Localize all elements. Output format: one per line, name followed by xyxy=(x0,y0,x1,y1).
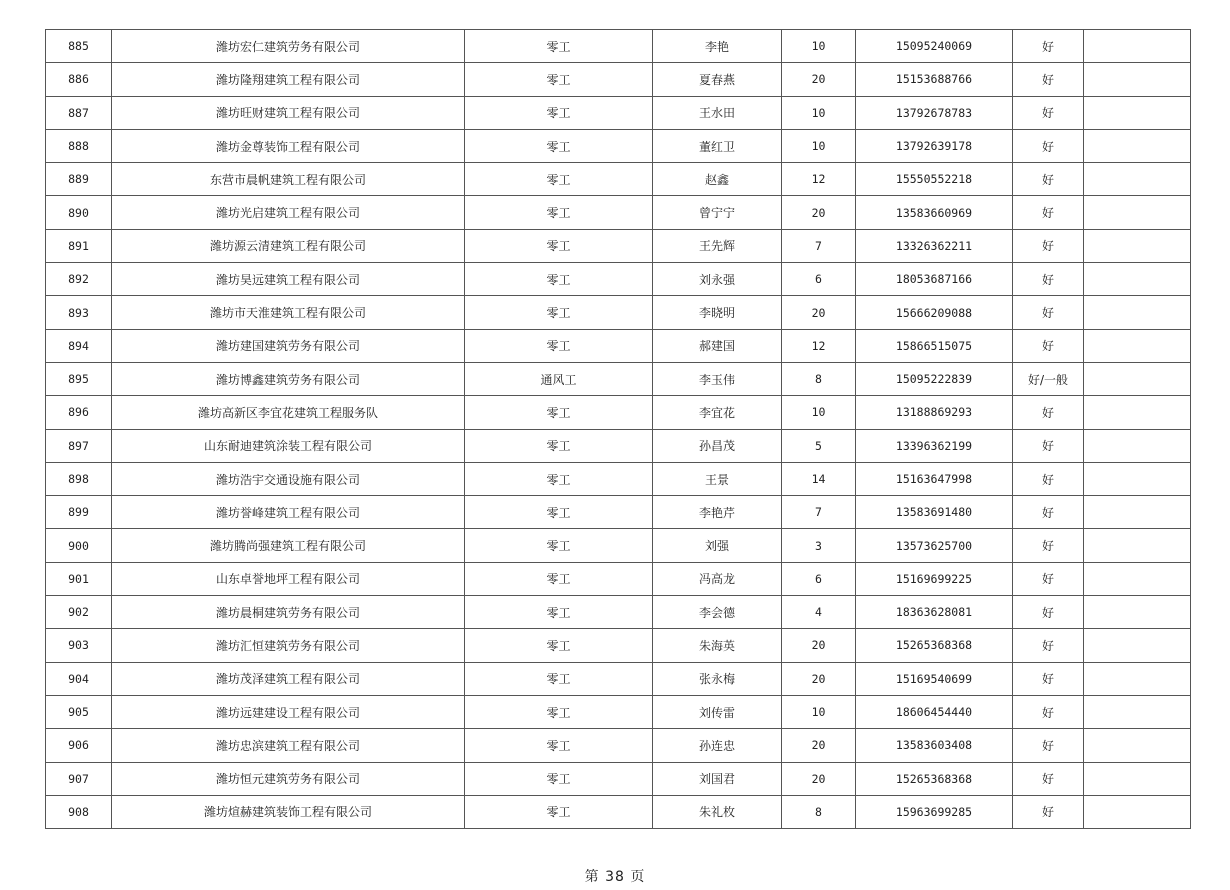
rating-cell: 好 xyxy=(1013,396,1084,429)
company-name-cell: 潍坊腾尚强建筑工程有限公司 xyxy=(112,529,465,562)
company-name-cell: 潍坊高新区李宜花建筑工程服务队 xyxy=(112,396,465,429)
company-name-cell: 潍坊市天淮建筑工程有限公司 xyxy=(112,296,465,329)
contact-name-cell: 朱海英 xyxy=(653,629,782,662)
note-cell xyxy=(1084,596,1191,629)
rating-cell: 好 xyxy=(1013,529,1084,562)
rating-cell: 好 xyxy=(1013,629,1084,662)
contact-name-cell: 王先辉 xyxy=(653,229,782,262)
worker-count-cell: 20 xyxy=(782,196,856,229)
company-name-cell: 潍坊博鑫建筑劳务有限公司 xyxy=(112,362,465,395)
company-name-cell: 东营市晨帆建筑工程有限公司 xyxy=(112,163,465,196)
row-number-cell: 894 xyxy=(46,329,112,362)
row-number-cell: 903 xyxy=(46,629,112,662)
company-name-cell: 潍坊浩宇交通设施有限公司 xyxy=(112,462,465,495)
note-cell xyxy=(1084,163,1191,196)
job-type-cell: 零工 xyxy=(465,396,653,429)
rating-cell: 好 xyxy=(1013,229,1084,262)
table-row xyxy=(46,695,1191,728)
rating-cell: 好 xyxy=(1013,263,1084,296)
company-name-cell: 潍坊源云清建筑工程有限公司 xyxy=(112,229,465,262)
rating-cell: 好 xyxy=(1013,163,1084,196)
table-body xyxy=(46,30,1191,829)
table-row xyxy=(46,462,1191,495)
company-name-cell: 潍坊光启建筑工程有限公司 xyxy=(112,196,465,229)
contact-name-cell: 李会德 xyxy=(653,596,782,629)
phone-number-cell: 13583691480 xyxy=(856,496,1013,529)
contact-name-cell: 李玉伟 xyxy=(653,362,782,395)
table-row xyxy=(46,196,1191,229)
job-type-cell: 零工 xyxy=(465,529,653,562)
table-row xyxy=(46,229,1191,262)
company-name-cell: 潍坊誉峰建筑工程有限公司 xyxy=(112,496,465,529)
note-cell xyxy=(1084,229,1191,262)
phone-number-cell: 15963699285 xyxy=(856,795,1013,828)
table-row xyxy=(46,329,1191,362)
row-number-cell: 889 xyxy=(46,163,112,196)
note-cell xyxy=(1084,729,1191,762)
row-number-cell: 886 xyxy=(46,63,112,96)
phone-number-cell: 13792639178 xyxy=(856,129,1013,162)
contact-name-cell: 夏春燕 xyxy=(653,63,782,96)
note-cell xyxy=(1084,263,1191,296)
contact-name-cell: 李晓明 xyxy=(653,296,782,329)
table-row xyxy=(46,163,1191,196)
rating-cell: 好 xyxy=(1013,296,1084,329)
worker-count-cell: 10 xyxy=(782,129,856,162)
contact-name-cell: 赵鑫 xyxy=(653,163,782,196)
contact-name-cell: 刘传雷 xyxy=(653,695,782,728)
rating-cell: 好 xyxy=(1013,562,1084,595)
job-type-cell: 零工 xyxy=(465,729,653,762)
job-type-cell: 零工 xyxy=(465,795,653,828)
company-name-cell: 潍坊建国建筑劳务有限公司 xyxy=(112,329,465,362)
phone-number-cell: 15153688766 xyxy=(856,63,1013,96)
rating-cell: 好 xyxy=(1013,329,1084,362)
job-type-cell: 零工 xyxy=(465,96,653,129)
job-type-cell: 零工 xyxy=(465,496,653,529)
row-number-cell: 890 xyxy=(46,196,112,229)
job-type-cell: 零工 xyxy=(465,562,653,595)
note-cell xyxy=(1084,762,1191,795)
rating-cell: 好 xyxy=(1013,196,1084,229)
table-row xyxy=(46,296,1191,329)
contact-name-cell: 孙昌茂 xyxy=(653,429,782,462)
phone-number-cell: 13583660969 xyxy=(856,196,1013,229)
company-name-cell: 潍坊汇恒建筑劳务有限公司 xyxy=(112,629,465,662)
worker-registry-table xyxy=(45,29,1191,829)
row-number-cell: 901 xyxy=(46,562,112,595)
note-cell xyxy=(1084,529,1191,562)
worker-count-cell: 3 xyxy=(782,529,856,562)
rating-cell: 好 xyxy=(1013,596,1084,629)
worker-count-cell: 7 xyxy=(782,229,856,262)
contact-name-cell: 朱礼枚 xyxy=(653,795,782,828)
row-number-cell: 898 xyxy=(46,462,112,495)
phone-number-cell: 15169540699 xyxy=(856,662,1013,695)
note-cell xyxy=(1084,296,1191,329)
worker-count-cell: 12 xyxy=(782,163,856,196)
row-number-cell: 888 xyxy=(46,129,112,162)
table-row xyxy=(46,396,1191,429)
note-cell xyxy=(1084,30,1191,63)
job-type-cell: 零工 xyxy=(465,629,653,662)
job-type-cell: 零工 xyxy=(465,263,653,296)
phone-number-cell: 18363628081 xyxy=(856,596,1013,629)
row-number-cell: 887 xyxy=(46,96,112,129)
job-type-cell: 零工 xyxy=(465,762,653,795)
worker-count-cell: 6 xyxy=(782,263,856,296)
company-name-cell: 潍坊旺财建筑工程有限公司 xyxy=(112,96,465,129)
phone-number-cell: 15169699225 xyxy=(856,562,1013,595)
note-cell xyxy=(1084,795,1191,828)
job-type-cell: 零工 xyxy=(465,129,653,162)
note-cell xyxy=(1084,629,1191,662)
job-type-cell: 通风工 xyxy=(465,362,653,395)
table-row xyxy=(46,496,1191,529)
table-row xyxy=(46,729,1191,762)
row-number-cell: 900 xyxy=(46,529,112,562)
phone-number-cell: 15265368368 xyxy=(856,762,1013,795)
company-name-cell: 山东卓誉地坪工程有限公司 xyxy=(112,562,465,595)
phone-number-cell: 15095222839 xyxy=(856,362,1013,395)
note-cell xyxy=(1084,96,1191,129)
worker-count-cell: 8 xyxy=(782,795,856,828)
row-number-cell: 896 xyxy=(46,396,112,429)
job-type-cell: 零工 xyxy=(465,196,653,229)
note-cell xyxy=(1084,196,1191,229)
rating-cell: 好 xyxy=(1013,429,1084,462)
company-name-cell: 潍坊隆翔建筑工程有限公司 xyxy=(112,63,465,96)
worker-count-cell: 10 xyxy=(782,30,856,63)
contact-name-cell: 李艳 xyxy=(653,30,782,63)
row-number-cell: 907 xyxy=(46,762,112,795)
contact-name-cell: 曾宁宁 xyxy=(653,196,782,229)
note-cell xyxy=(1084,362,1191,395)
contact-name-cell: 李宜花 xyxy=(653,396,782,429)
phone-number-cell: 13583603408 xyxy=(856,729,1013,762)
rating-cell: 好 xyxy=(1013,96,1084,129)
note-cell xyxy=(1084,562,1191,595)
note-cell xyxy=(1084,496,1191,529)
worker-count-cell: 8 xyxy=(782,362,856,395)
note-cell xyxy=(1084,63,1191,96)
company-name-cell: 潍坊茂泽建筑工程有限公司 xyxy=(112,662,465,695)
table-row xyxy=(46,429,1191,462)
phone-number-cell: 15666209088 xyxy=(856,296,1013,329)
worker-count-cell: 14 xyxy=(782,462,856,495)
rating-cell: 好 xyxy=(1013,462,1084,495)
phone-number-cell: 13396362199 xyxy=(856,429,1013,462)
company-name-cell: 潍坊宏仁建筑劳务有限公司 xyxy=(112,30,465,63)
note-cell xyxy=(1084,396,1191,429)
row-number-cell: 908 xyxy=(46,795,112,828)
job-type-cell: 零工 xyxy=(465,429,653,462)
job-type-cell: 零工 xyxy=(465,163,653,196)
phone-number-cell: 13792678783 xyxy=(856,96,1013,129)
worker-count-cell: 6 xyxy=(782,562,856,595)
rating-cell: 好 xyxy=(1013,695,1084,728)
rating-cell: 好 xyxy=(1013,729,1084,762)
note-cell xyxy=(1084,129,1191,162)
phone-number-cell: 15265368368 xyxy=(856,629,1013,662)
job-type-cell: 零工 xyxy=(465,63,653,96)
job-type-cell: 零工 xyxy=(465,229,653,262)
table-row xyxy=(46,562,1191,595)
contact-name-cell: 王水田 xyxy=(653,96,782,129)
page-number: 第 38 页 xyxy=(584,869,646,885)
phone-number-cell: 15866515075 xyxy=(856,329,1013,362)
company-name-cell: 潍坊金尊装饰工程有限公司 xyxy=(112,129,465,162)
worker-count-cell: 10 xyxy=(782,396,856,429)
phone-number-cell: 15163647998 xyxy=(856,462,1013,495)
worker-count-cell: 10 xyxy=(782,96,856,129)
rating-cell: 好 xyxy=(1013,662,1084,695)
job-type-cell: 零工 xyxy=(465,596,653,629)
table-row xyxy=(46,629,1191,662)
worker-count-cell: 20 xyxy=(782,629,856,662)
table-row xyxy=(46,96,1191,129)
company-name-cell: 山东耐迪建筑涂装工程有限公司 xyxy=(112,429,465,462)
job-type-cell: 零工 xyxy=(465,30,653,63)
rating-cell: 好 xyxy=(1013,129,1084,162)
note-cell xyxy=(1084,329,1191,362)
note-cell xyxy=(1084,462,1191,495)
phone-number-cell: 13573625700 xyxy=(856,529,1013,562)
contact-name-cell: 董红卫 xyxy=(653,129,782,162)
contact-name-cell: 孙连忠 xyxy=(653,729,782,762)
contact-name-cell: 刘永强 xyxy=(653,263,782,296)
note-cell xyxy=(1084,662,1191,695)
worker-count-cell: 7 xyxy=(782,496,856,529)
contact-name-cell: 李艳芹 xyxy=(653,496,782,529)
phone-number-cell: 18606454440 xyxy=(856,695,1013,728)
phone-number-cell: 13326362211 xyxy=(856,229,1013,262)
rating-cell: 好/一般 xyxy=(1013,362,1084,395)
table-row xyxy=(46,63,1191,96)
contact-name-cell: 郝建国 xyxy=(653,329,782,362)
row-number-cell: 891 xyxy=(46,229,112,262)
contact-name-cell: 张永梅 xyxy=(653,662,782,695)
company-name-cell: 潍坊忠滨建筑工程有限公司 xyxy=(112,729,465,762)
job-type-cell: 零工 xyxy=(465,662,653,695)
rating-cell: 好 xyxy=(1013,762,1084,795)
row-number-cell: 892 xyxy=(46,263,112,296)
row-number-cell: 904 xyxy=(46,662,112,695)
phone-number-cell: 13188869293 xyxy=(856,396,1013,429)
company-name-cell: 潍坊晨桐建筑劳务有限公司 xyxy=(112,596,465,629)
worker-count-cell: 20 xyxy=(782,296,856,329)
company-name-cell: 潍坊昊远建筑工程有限公司 xyxy=(112,263,465,296)
row-number-cell: 902 xyxy=(46,596,112,629)
company-name-cell: 潍坊煊赫建筑装饰工程有限公司 xyxy=(112,795,465,828)
table-row xyxy=(46,129,1191,162)
note-cell xyxy=(1084,695,1191,728)
worker-count-cell: 20 xyxy=(782,729,856,762)
rating-cell: 好 xyxy=(1013,496,1084,529)
phone-number-cell: 15550552218 xyxy=(856,163,1013,196)
contact-name-cell: 冯高龙 xyxy=(653,562,782,595)
rating-cell: 好 xyxy=(1013,63,1084,96)
worker-count-cell: 12 xyxy=(782,329,856,362)
worker-count-cell: 20 xyxy=(782,762,856,795)
worker-count-cell: 20 xyxy=(782,662,856,695)
table-row xyxy=(46,263,1191,296)
worker-count-cell: 20 xyxy=(782,63,856,96)
job-type-cell: 零工 xyxy=(465,296,653,329)
contact-name-cell: 王景 xyxy=(653,462,782,495)
table-row xyxy=(46,30,1191,63)
contact-name-cell: 刘强 xyxy=(653,529,782,562)
phone-number-cell: 15095240069 xyxy=(856,30,1013,63)
table-row xyxy=(46,596,1191,629)
worker-count-cell: 5 xyxy=(782,429,856,462)
row-number-cell: 899 xyxy=(46,496,112,529)
company-name-cell: 潍坊恒元建筑劳务有限公司 xyxy=(112,762,465,795)
company-name-cell: 潍坊远建建设工程有限公司 xyxy=(112,695,465,728)
note-cell xyxy=(1084,429,1191,462)
table-row xyxy=(46,662,1191,695)
job-type-cell: 零工 xyxy=(465,462,653,495)
row-number-cell: 895 xyxy=(46,362,112,395)
job-type-cell: 零工 xyxy=(465,329,653,362)
rating-cell: 好 xyxy=(1013,30,1084,63)
phone-number-cell: 18053687166 xyxy=(856,263,1013,296)
row-number-cell: 897 xyxy=(46,429,112,462)
row-number-cell: 906 xyxy=(46,729,112,762)
table-row xyxy=(46,762,1191,795)
row-number-cell: 893 xyxy=(46,296,112,329)
contact-name-cell: 刘国君 xyxy=(653,762,782,795)
row-number-cell: 885 xyxy=(46,30,112,63)
worker-count-cell: 10 xyxy=(782,695,856,728)
table-row xyxy=(46,795,1191,828)
table-row xyxy=(46,529,1191,562)
table-row xyxy=(46,362,1191,395)
row-number-cell: 905 xyxy=(46,695,112,728)
worker-count-cell: 4 xyxy=(782,596,856,629)
rating-cell: 好 xyxy=(1013,795,1084,828)
job-type-cell: 零工 xyxy=(465,695,653,728)
